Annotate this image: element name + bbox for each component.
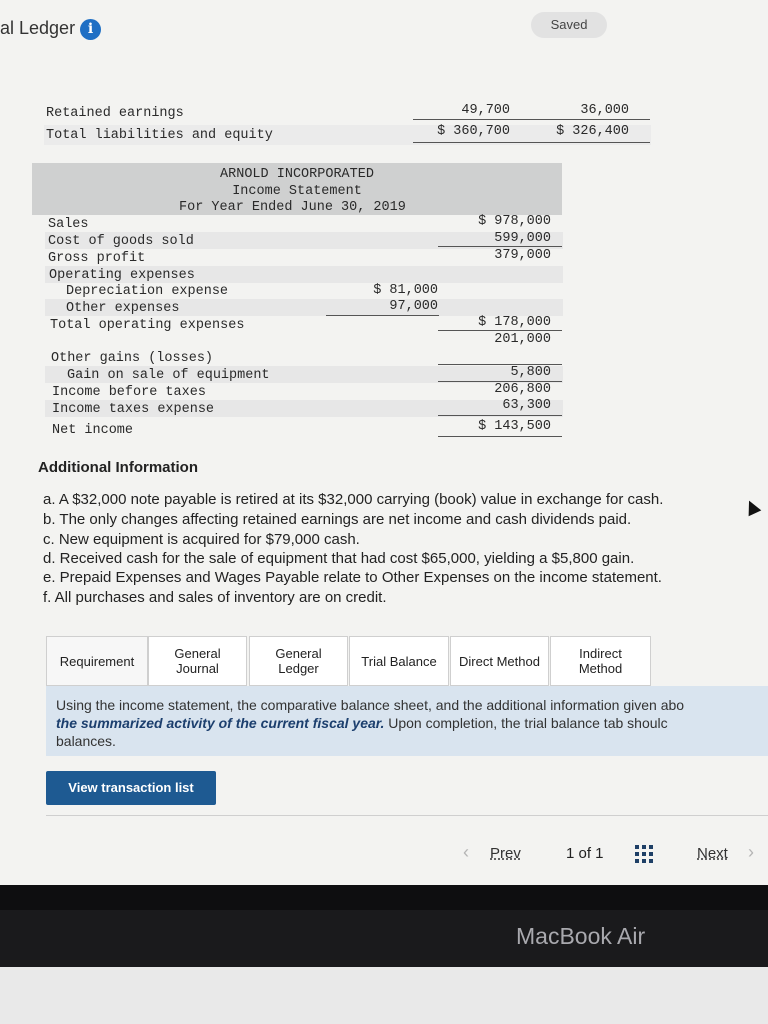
prev-button[interactable]: Prev — [490, 845, 521, 862]
list-item: e. Prepaid Expenses and Wages Payable relate to Other Expenses on the income statement. — [43, 569, 662, 586]
instructions-line — [56, 714, 768, 732]
tab-label: Requirement — [59, 653, 135, 669]
net-income-label: Net income — [52, 423, 134, 438]
subtotal-rule — [326, 315, 439, 316]
tab-direct-method[interactable] — [450, 636, 549, 686]
gross-profit-amount: 379,000 — [494, 248, 551, 263]
total-liabilities-equity-current: $ 360,700 — [437, 124, 510, 139]
tab-label: Indirect — [579, 646, 622, 661]
tab-label: Direct Method — [459, 653, 540, 669]
top-bar — [0, 0, 768, 55]
total-rule — [438, 436, 562, 437]
tab-general-ledger[interactable] — [249, 636, 348, 686]
cogs-label: Cost of goods sold — [48, 234, 194, 249]
laptop-model-label: MacBook Air — [516, 923, 646, 949]
total-rule — [413, 142, 650, 143]
list-item: a. A $32,000 note payable is retired at its $32,000 carrying (book) value in exchange for cash. — [43, 491, 664, 508]
app-title: al Ledger — [0, 18, 76, 38]
subtotal-rule — [438, 246, 562, 247]
retained-earnings-current: 49,700 — [461, 103, 510, 118]
gain-on-sale-label: Gain on sale of equipment — [67, 368, 270, 383]
operating-income-amount: 201,000 — [494, 332, 551, 347]
tab-label: Ledger — [278, 661, 319, 676]
tab-label: General — [275, 646, 322, 661]
info-icon[interactable]: i — [80, 19, 101, 40]
list-item: f. All purchases and sales of inventory are on credit. — [43, 589, 387, 606]
tab-label: Method — [578, 661, 623, 676]
income-before-taxes-label: Income before taxes — [52, 385, 206, 400]
sales-amount: $ 978,000 — [478, 214, 551, 229]
income-before-taxes-amount: 206,800 — [494, 382, 551, 397]
list-item: d. Received cash for the sale of equipment that had cost $65,000, yielding a $5,800 gain. — [43, 550, 635, 567]
gross-profit-label: Gross profit — [48, 251, 146, 266]
subtotal-rule — [413, 119, 650, 120]
instructions-text: Upon completion, the trial balance tab shoulc — [384, 715, 668, 731]
total-liabilities-equity-prior: $ 326,400 — [556, 124, 629, 139]
tab-label: General — [174, 646, 221, 661]
operating-expenses-heading: Operating expenses — [49, 268, 195, 283]
next-chevron-icon[interactable]: › — [748, 842, 754, 862]
mouse-cursor-icon — [743, 498, 762, 517]
prev-chevron-icon[interactable]: ‹ — [463, 842, 469, 862]
income-taxes-amount: 63,300 — [502, 398, 551, 413]
cogs-amount: 599,000 — [494, 231, 551, 246]
tab-requirement[interactable] — [46, 636, 148, 686]
total-operating-expenses-label: Total operating expenses — [50, 318, 245, 333]
next-button[interactable]: Next — [697, 845, 728, 862]
instructions-emphasis: the summarized activity of the current fiscal year. — [56, 715, 385, 731]
other-expenses-amount: 97,000 — [389, 299, 438, 314]
instructions-line: balances. — [56, 733, 116, 749]
company-name: ARNOLD INCORPORATED — [220, 167, 374, 182]
additional-information-title: Additional Information — [38, 459, 198, 476]
desk-surface — [0, 967, 768, 1024]
other-gains-heading: Other gains (losses) — [51, 351, 214, 366]
statement-name: Income Statement — [232, 184, 362, 199]
divider — [46, 815, 768, 816]
income-taxes-label: Income taxes expense — [52, 402, 215, 417]
tab-label: Trial Balance — [361, 653, 437, 669]
total-operating-expenses-amount: $ 178,000 — [478, 315, 551, 330]
retained-earnings-prior: 36,000 — [580, 103, 629, 118]
tab-indirect-method[interactable] — [550, 636, 651, 686]
page-indicator: 1 of 1 — [566, 845, 604, 862]
view-transaction-list-button[interactable]: View transaction list — [46, 771, 216, 805]
saved-status-badge: Saved — [531, 12, 607, 38]
subtotal-rule — [438, 330, 562, 331]
total-liabilities-equity-label: Total liabilities and equity — [46, 128, 273, 143]
laptop-bezel-edge — [0, 885, 768, 910]
list-item: b. The only changes affecting retained earnings are net income and cash dividends paid. — [43, 511, 632, 528]
retained-earnings-label: Retained earnings — [46, 106, 184, 121]
instructions-panel — [46, 686, 768, 756]
depreciation-amount: $ 81,000 — [373, 283, 438, 298]
tab-label: Journal — [176, 661, 219, 676]
instructions-line: Using the income statement, the comparative balance sheet, and the additional information given abo — [56, 697, 685, 713]
other-expenses-label: Other expenses — [66, 301, 180, 316]
list-item: c. New equipment is acquired for $79,000 cash. — [43, 531, 360, 548]
sales-label: Sales — [48, 217, 89, 232]
tab-trial-balance[interactable] — [349, 636, 449, 686]
net-income-amount: $ 143,500 — [478, 419, 551, 434]
tab-general-journal[interactable] — [148, 636, 247, 686]
gain-on-sale-amount: 5,800 — [510, 365, 551, 380]
depreciation-label: Depreciation expense — [66, 284, 229, 299]
statement-period: For Year Ended June 30, 2019 — [179, 200, 406, 215]
subtotal-rule — [438, 415, 562, 416]
grid-view-icon[interactable] — [635, 845, 653, 863]
